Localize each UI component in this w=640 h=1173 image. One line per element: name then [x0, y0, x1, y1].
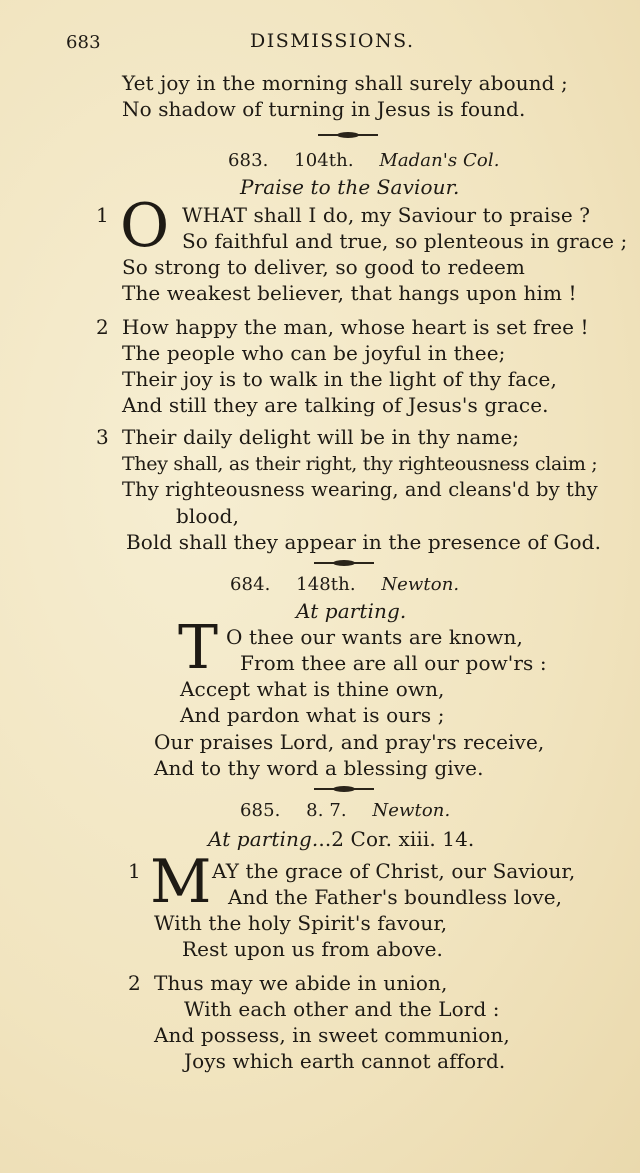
page-number: 683 [66, 32, 101, 53]
ornamental-rule [318, 134, 378, 136]
verse-line: They shall, as their right, thy righteousness claim ; [122, 453, 598, 475]
verse-number: 3 [96, 425, 109, 449]
hymn-heading [240, 798, 450, 824]
verse-line: The weakest believer, that hangs upon him ! [122, 281, 577, 305]
ornamental-rule [314, 788, 374, 790]
ornamental-rule [314, 562, 374, 564]
hymn-number: 685. [240, 800, 281, 821]
verse-line: Accept what is thine own, [180, 677, 445, 701]
hymn-tune: Newton. [381, 574, 460, 595]
verse-line: And pardon what is ours ; [180, 703, 445, 727]
verse-line: Thus may we abide in union, [154, 971, 448, 995]
verse-line: WHAT shall I do, my Saviour to praise ? [182, 203, 591, 227]
hymn-tune: Madan's Col. [379, 150, 500, 171]
drop-cap: O [120, 191, 170, 261]
verse-line: From thee are all our pow'rs : [240, 651, 547, 675]
hymn-number: 684. [230, 574, 271, 595]
verse-line: Joys which earth cannot afford. [184, 1049, 506, 1073]
verse-line: And possess, in sweet communion, [154, 1023, 510, 1047]
verse-line: Rest upon us from above. [182, 937, 444, 961]
verse-number: 2 [96, 315, 109, 339]
hymn-subtitle [208, 826, 474, 852]
verse-line: Bold shall they appear in the presence of God. [126, 530, 602, 554]
verse-line: Our praises Lord, and pray'rs receive, [154, 730, 545, 754]
verse-line: And the Father's boundless love, [228, 885, 563, 909]
hymn-subtitle: At parting. [296, 599, 407, 623]
verse-line: How happy the man, whose heart is set free ! [122, 315, 589, 339]
verse-line: blood, [176, 504, 240, 528]
verse-number: 1 [96, 203, 109, 227]
drop-cap: M [150, 847, 212, 917]
verse-line: Their daily delight will be in thy name; [122, 425, 520, 449]
verse-line: With the holy Spirit's favour, [154, 911, 448, 935]
continuation-line: No shadow of turning in Jesus is found. [122, 97, 526, 121]
verse-line: Thy righteousness wearing, and cleans'd by thy [122, 478, 598, 501]
continuation-line: Yet joy in the morning shall surely abound ; [122, 71, 568, 95]
drop-cap: T [178, 613, 219, 683]
verse-line: The people who can be joyful in thee; [122, 341, 506, 365]
verse-number: 2 [128, 971, 141, 995]
hymn-meter: 104th. [294, 150, 354, 171]
hymn-subtitle-occasion: At parting. [208, 827, 319, 851]
hymn-meter: 8. 7. [306, 800, 347, 821]
verse-line: And still they are talking of Jesus's grace. [122, 393, 549, 417]
verse-line: O thee our wants are known, [226, 625, 523, 649]
verse-line: And to thy word a blessing give. [154, 756, 484, 780]
running-title: DISMISSIONS. [250, 30, 415, 52]
verse-line: So strong to deliver, so good to redeem [122, 255, 526, 279]
hymn-number: 683. [228, 150, 269, 171]
verse-line: So faithful and true, so plenteous in grace ; [182, 229, 628, 253]
verse-line: AY the grace of Christ, our Saviour, [212, 859, 576, 883]
hymn-subtitle-reference: ..2 Cor. xiii. 14. [318, 827, 475, 851]
hymn-heading [230, 572, 459, 598]
hymn-heading [228, 148, 500, 174]
hymn-meter: 148th. [296, 574, 356, 595]
verse-number: 1 [128, 859, 141, 883]
verse-line: Their joy is to walk in the light of thy face, [122, 367, 557, 391]
hymn-tune: Newton. [372, 800, 451, 821]
hymn-subtitle: Praise to the Saviour. [240, 175, 460, 199]
verse-line: With each other and the Lord : [184, 997, 500, 1021]
